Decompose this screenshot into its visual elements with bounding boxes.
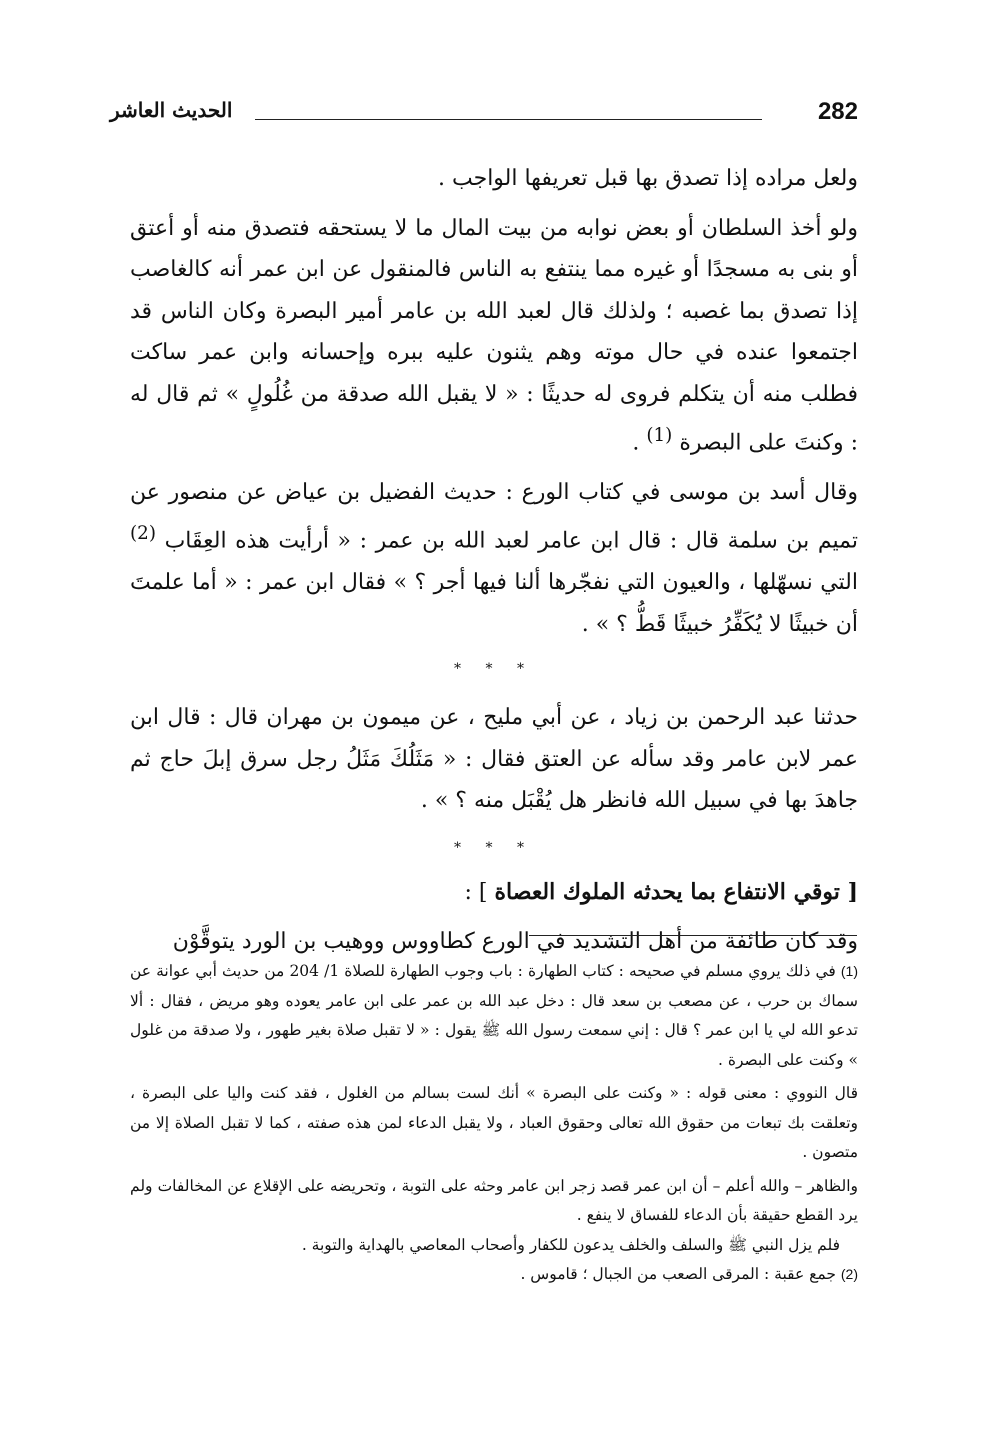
footnote-1-zahir: والظاهر – والله أعلم – أن ابن عمر قصد زجر ابن عامر وحثه على التوبة ، وتحريضه على الإقلاع عن المخالفات ولم يرد القطع حقيقة بأن الدعاء للفساق لا ينفع . xyxy=(130,1176,858,1224)
paragraph-3 xyxy=(130,472,858,645)
paragraph-2-end: . xyxy=(632,430,647,456)
footnote-1-last: فلم يزل النبي ﷺ والسلف والخلف يدعون للكفار وأصحاب المعاصي بالهداية والتوبة . xyxy=(301,1235,840,1254)
footnotes xyxy=(130,957,858,1290)
main-text xyxy=(130,152,858,962)
footnote-2 xyxy=(130,1260,858,1290)
footnote-1-nawawi: قال النووي : معنى قوله : « وكنت على البصرة » أنك لست بسالم من الغلول ، فقد كنت واليا على البصرة ، وتعلقت بك تبعات من حقوق الله تعالى وحقوق العباد ، ولا يقبل الدعاء لمن هذه صفته ، كما لا تقبل الصلاة إلا من متصون . xyxy=(130,1084,858,1161)
footnote-1-number: (1) xyxy=(840,963,859,979)
running-title: الحديث العاشر xyxy=(110,98,233,122)
paragraph-3-text-a: وقال أسد بن موسى في كتاب الورع : حديث الفضيل بن عياض عن منصور عن تميم بن سلمة قال : قال ابن عامر لعبد الله بن عمر : « أرأيت هذه العِقَاب xyxy=(130,479,859,554)
section-heading xyxy=(130,872,858,913)
footnote-ref-2[interactable]: (2) xyxy=(130,523,156,545)
paragraph-4: حدثنا عبد الرحمن بن زياد ، عن أبي مليح ، عن ميمون بن مهران قال : قال ابن عمر لابن عامر وقد سأله عن العتق فقال : « مَثَلُكَ مَثَلُ رجل سرق إبلَ حاج ثم جاهدَ بها في سبيل الله فانظر هل يُقْبَل منه ؟ » . xyxy=(130,705,858,814)
section-divider: * * * xyxy=(454,661,534,678)
paragraph-1: ولعل مراده إذا تصدق بها قبل تعريفها الواجب . xyxy=(438,166,858,191)
footnote-2-text: جمع عقبة : المرقى الصعب من الجبال ؛ قاموس . xyxy=(520,1265,841,1283)
footnote-2-number: (2) xyxy=(840,1266,858,1282)
paragraph-3-text-b: التي نسهّلها ، والعيون التي نفجّرها ألنا فيها أجر ؟ » فقال ابن عمر : « أما علمتَ أن خبيثًا لا يُكَفِّرُ خبيثًا قَطُّ ؟ » . xyxy=(130,570,858,637)
section-divider: * * * xyxy=(454,839,534,856)
paragraph-2 xyxy=(130,208,858,464)
footnote-1 xyxy=(130,957,858,1075)
heading-bracket-close: ] : xyxy=(464,879,495,905)
footnote-rule xyxy=(529,935,857,936)
header-rule xyxy=(255,119,762,120)
running-header xyxy=(110,98,858,138)
paragraph-5: وقد كان طائفة من أهل التشديد في الورع كطاووس ووهيب بن الورد يتوقَّوْن xyxy=(172,928,858,954)
paragraph-2-text: ولو أخذ السلطان أو بعض نوابه من بيت المال ما لا يستحقه فتصدق منه أو أعتق أو بنى به مسجدًا أو غيره مما ينتفع به الناس فالمنقول عن ابن عمر أنه كالغاصب إذا تصدق بما غصبه ؛ ولذلك قال لعبد الله بن عامر أمير البصرة وكان الناس قد اجتمعوا عنده في حال موته وهم يثنون عليه ببره وإحسانه وابن عمر ساكت فطلب منه أن يتكلم فروى له حديثًا : « لا يقبل الله صدقة من غُلُولٍ » ثم قال له : وكنتَ على البصرة xyxy=(130,215,858,456)
heading-text: توقي الانتفاع بما يحدثه الملوك العصاة xyxy=(494,878,840,905)
page-number: 282 xyxy=(817,98,858,125)
footnote-1-text: في ذلك يروي مسلم في صحيحه : كتاب الطهارة : باب وجوب الطهارة للصلاة 1/ 204 من حديث أبي عوانة عن سماك بن حرب ، عن مصعب بن سعد قال : دخل عبد الله بن عمر على ابن عامر يعوده وهو مريض ، فقال : ألا تدعو الله لي يا ابن عمر ؟ قال : إني سمعت رسول الله ﷺ يقول : « لا تقبل صلاة بغير طهور ، ولا صدقة من غلول » وكنت على البصرة . xyxy=(130,962,858,1069)
heading-bracket-open: [ xyxy=(839,878,858,905)
footnote-ref-1[interactable]: (1) xyxy=(646,425,673,446)
